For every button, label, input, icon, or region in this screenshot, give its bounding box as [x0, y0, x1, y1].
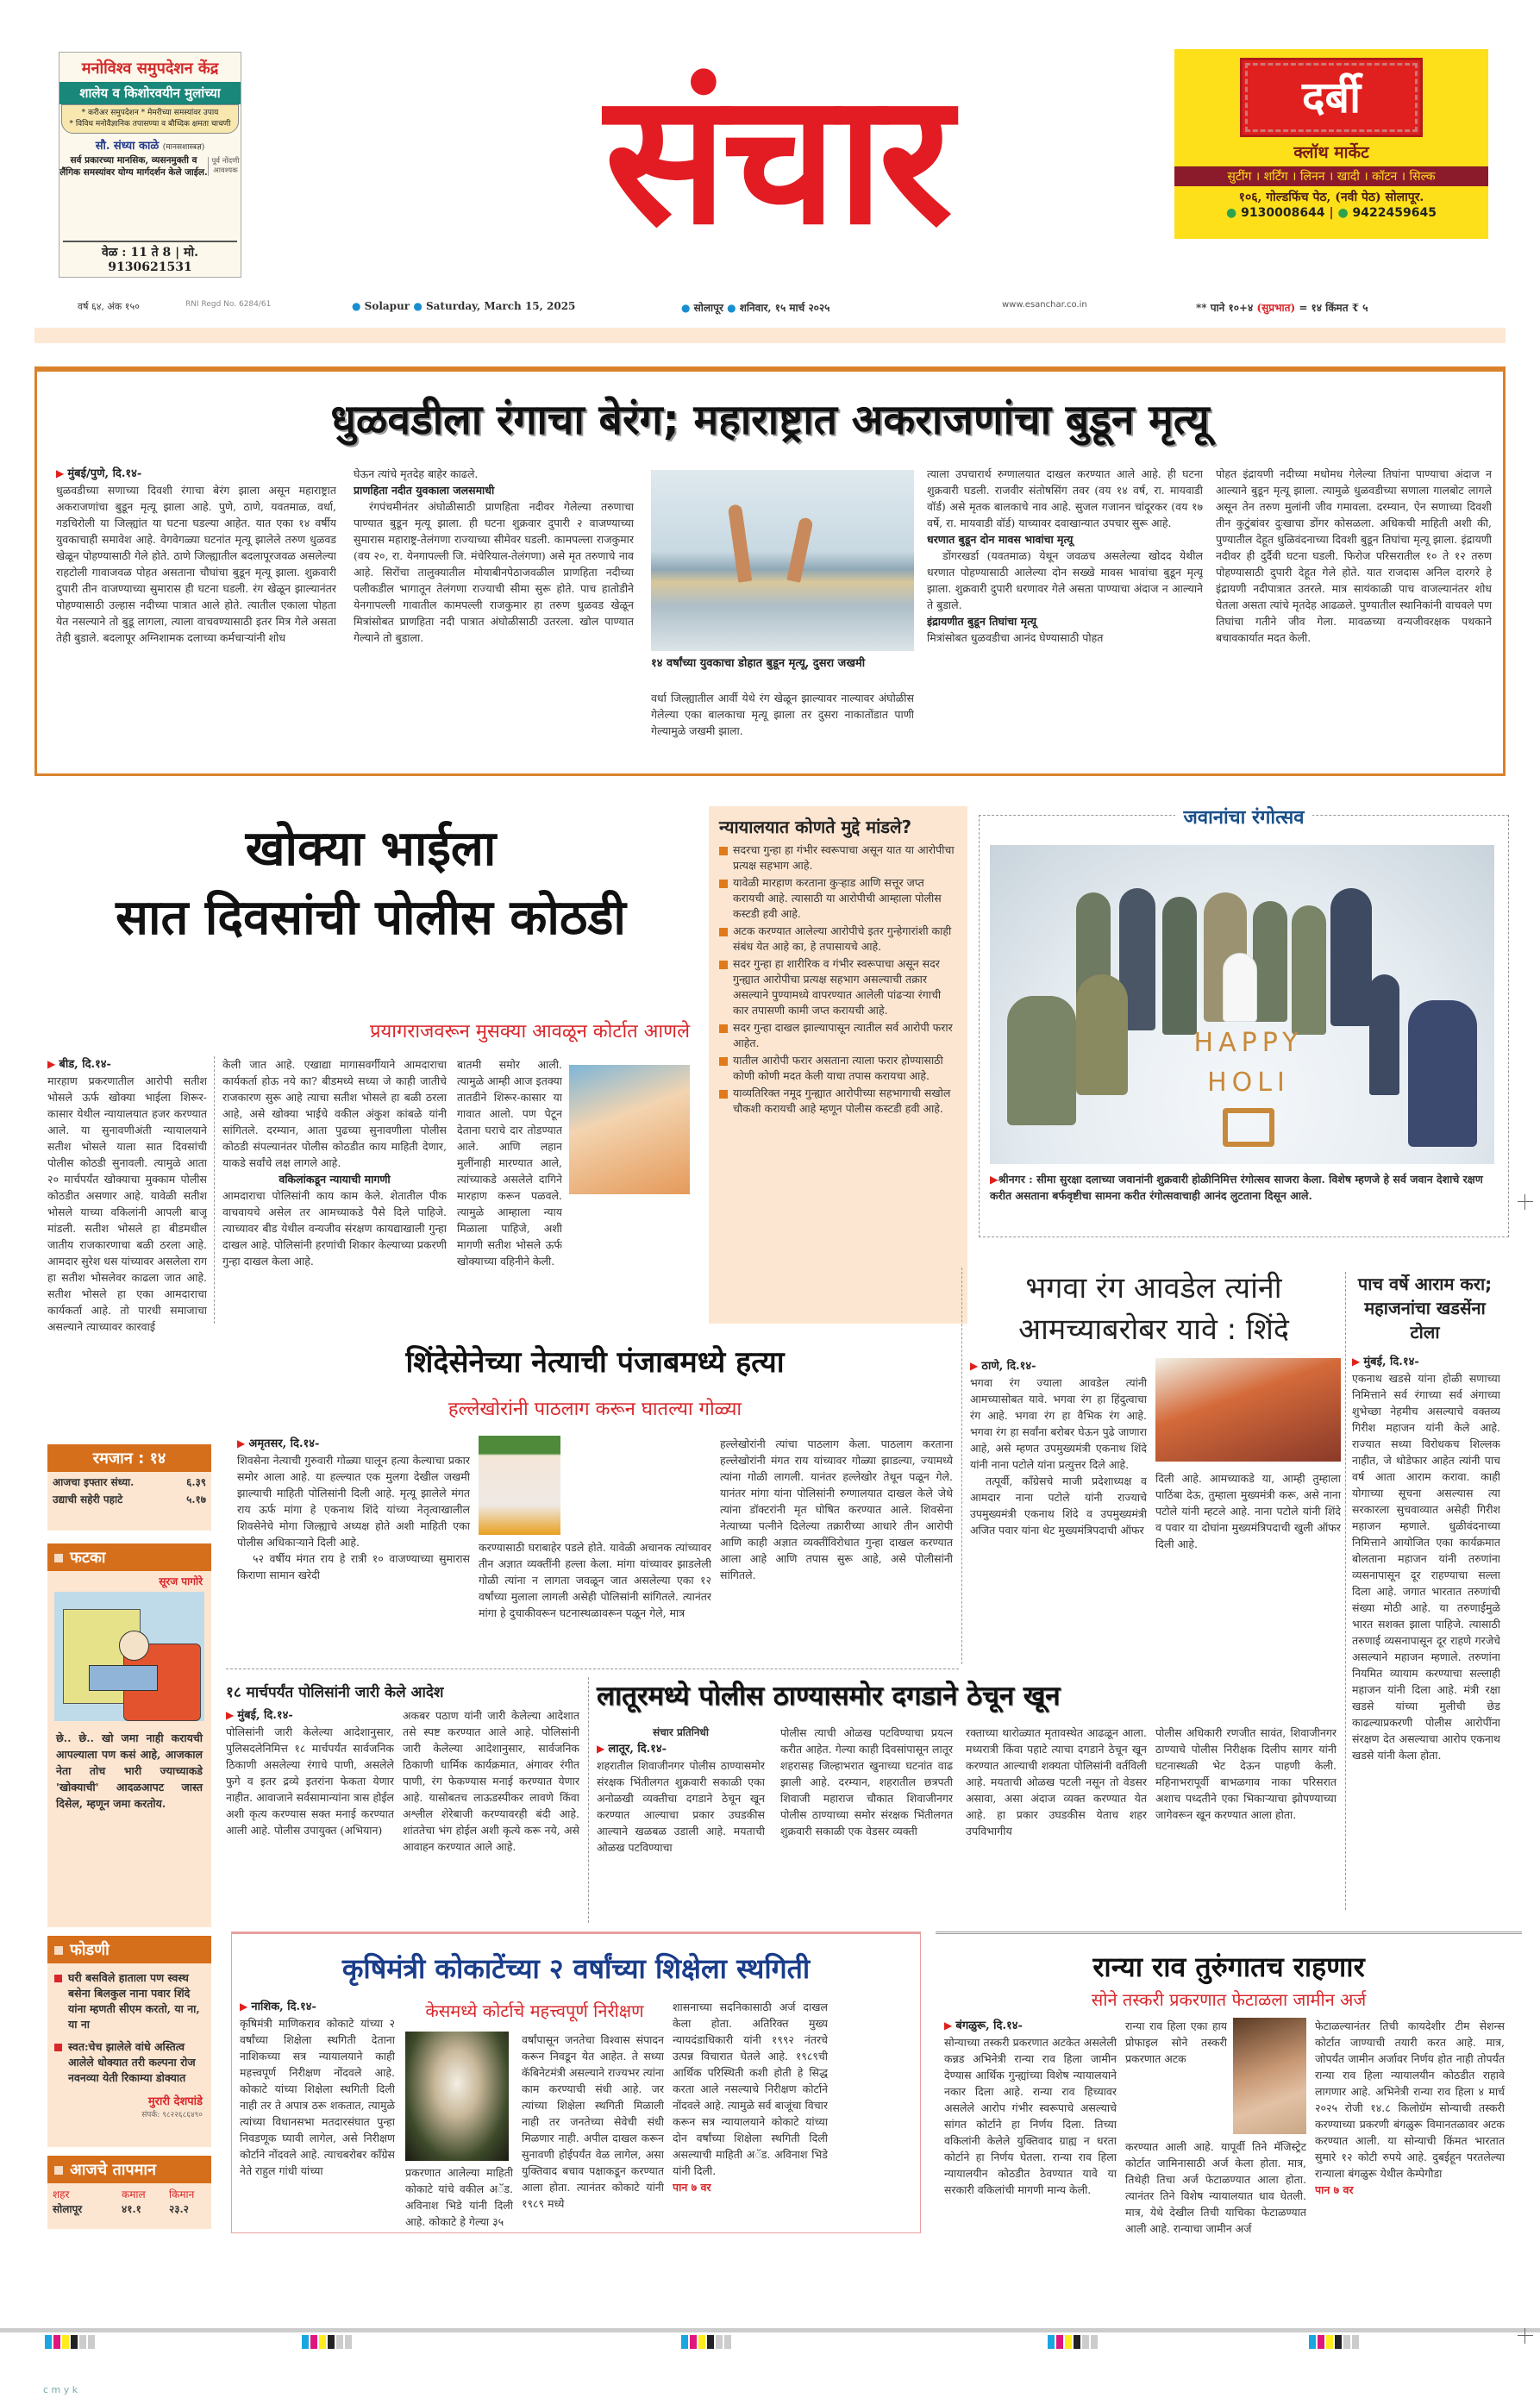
snow-text-holi: HOLI	[1207, 1068, 1290, 1098]
city-marathi: सोलापूर	[693, 302, 723, 314]
whatsapp-icon: ●	[1337, 206, 1349, 220]
color-swatch	[690, 2335, 697, 2349]
phodni-box	[47, 1936, 211, 2147]
temp-header-city: शहर	[53, 2188, 70, 2201]
color-swatch	[88, 2335, 95, 2349]
ramzan-title: रमजान : १४	[47, 1444, 211, 1472]
kokate-column-2: प्रकरणात आलेल्या माहिती कोकाटे यांचे वकील अॅड. अविनाश भिडे यांनी दिली आहे. कोकाटे हे गेल्या ३५	[405, 2166, 513, 2227]
color-swatch	[716, 2335, 723, 2349]
registration-mark-icon	[1518, 2328, 1533, 2344]
color-swatch	[71, 2335, 78, 2349]
mangat-rai-photo	[479, 1436, 560, 1535]
ranya-column-3	[1315, 2018, 1505, 2320]
shinde-sena-headline[interactable]: शिंदेसेनेच्या नेत्याची पंजाबमध्ये हत्या	[405, 1345, 785, 1380]
fatka-title: फटका	[47, 1543, 211, 1571]
court-point: याव्यतिरिक्त नमूद गुन्ह्यात आरोपीच्या सहभागाची सखोल चौकशी करायची आहे म्हणून पोलीस कस्टडी हवी आहे.	[719, 1086, 957, 1117]
issue-number: वर्ष ६४, अंक १५०	[78, 301, 140, 312]
shinde-column-3: हल्लेखोरांनी त्यांचा पाठलाग केला. पाठलाग करताना हल्लेखोरांनी मंगत राय यांच्यावर गोळ्या झाडल्या, ज्यामध्ये त्यांना गोळी लागली. यानंतर हल्लेखोर तेथून पळून गेले. यानंतर मांगा यांना पोलिसांनी रुग्णालयात दाखल केले जेथे त्यांना डॉक्टरांनी मृत घोषित करण्यात आले. शिवसेना नेत्याच्या पत्नीने दिलेल्या तक्रारीच्या आधारे तीन आरोपी आणि काही अज्ञात व्यक्तींविरोधात गुन्हा दाखल करण्यात आला आहे आणि तपास सुरू आहे, असे पोलीसांनी सांगितले.	[720, 1437, 953, 1581]
color-swatch	[1326, 2335, 1333, 2349]
lead-col2-text: रंगपंचमीनंतर अंघोळीसाठी प्राणहिता नदीवर गेलेल्या तरुणाचा पाण्यात बुडून मृत्यू झाला. ही घटना शुक्रवार दुपारी २ वाजण्याच्या सुमारास महाराष्ट्र-तेलंगणा राज्याच्या सीमेवर घडली. कामपल्ला राजकुमार (वय २०, रा. येनगापल्ली जि. मंचेरियाल-तेलंगणा) असे मृत तरुणाचे नाव आहे. सिरोंचा तालुक्यातील मोयाबीनपेठाजवळील प्राणहिता नदीच्या पलीकडील भागातून तेलंगणा राज्याची सीमा सुरू होते. पाच हातोडीने येनगापल्ली गावातील कामपल्ली राजकुमार हा तरुण धुळवड खेळून मित्रांसोबत प्राणहिता नदी पात्रात अंघोळीसाठी उतरला. खोल पाण्यात गेल्याने तो बुडाला.	[354, 500, 634, 644]
bhagwa-col1b-text: तत्पूर्वी, काँग्रेसचे माजी प्रदेशाध्यक्ष व आमदार नाना पटोले यांनी राज्याचे उपमुख्यमंत्री एकनाथ शिंदे व उपमुख्यमंत्री अजित पवार यांना थेट मुख्यमंत्रिपदाची ऑफर	[970, 1474, 1147, 1537]
color-swatch	[336, 2335, 343, 2349]
phodni-verse: घरी बसविले हाताला पण स्वस्थ बसेना बिलकुल नाना पवार शिंदे यांना म्हणती सीएम करतो, या ना, या ना	[54, 1970, 204, 2032]
shinde-sena-subhead: हल्लेखोरांनी पाठलाग करून घातल्या गोळ्या	[448, 1399, 742, 1420]
lead-col4-subhead-2: इंद्रायणीत बुडून तिघांचा मृत्यू	[927, 615, 1036, 628]
shinde-dateline: ▶ अमृतसर, दि.१४-	[237, 1436, 470, 1452]
ad-brand: दर्बी	[1240, 58, 1423, 137]
kokate-photo	[405, 2032, 509, 2161]
lead-col4-text: त्याला उपचारार्थ रुग्णालयात दाखल करण्यात आले आहे. ही घटना शुक्रवारी घडली. राजवीर संतोषसिंग तवर (वय १४ वर्ष, रा. मायवाडी वॉर्ड) असे मृतक बालकाचे नाव आहे. सुजल गजानन चांदूरकर (वय १७ वर्षे, रा. मायवाडी वॉर्ड) याच्यावर दवाखान्यात उपचार सुरू आहे.	[927, 467, 1203, 529]
holi-photo-caption: ▶ श्रीनगर : सीमा सुरक्षा दलाच्या जवानांनी शुक्रवारी होळीनिमित्त रंगोत्सव साजरा केला. विशेष म्हणजे हे सर्व जवान देशाचे रक्षण करीत असताना बर्फवृष्टीचा सामना करीत रंगोत्सवाचाही आनंद लुटताना दिसून आले.	[990, 1171, 1494, 1204]
kokate-column-1	[240, 1999, 395, 2227]
color-swatch	[681, 2335, 688, 2349]
header-band	[34, 328, 1506, 343]
pages-count: ** पाने १०+४	[1196, 302, 1254, 314]
date-english: ● Solapur ● Saturday, March 15, 2025	[352, 300, 576, 312]
lead-column-2	[354, 466, 634, 772]
khokya-column-3: बातमी समोर आली. त्यामुळे आम्ही आज इतक्या तातडीने शिरूर-कासार या गावात आलो. पण पेटून देताना घराचे दार तोडण्यात आले. आणि लहान मुलींनाही मारण्यात आले, त्यांच्याकडे असलेले दागिने मारहाण करून पळवले. त्यामुळे आम्हाला न्याय मिळाला पाहिजे, अशी मागणी सतीश भोसले ऊर्फ खोक्याच्या वहिनीने केली.	[457, 1058, 562, 1268]
issue-info-bar	[78, 300, 1509, 319]
phodni-phone: संपर्क: ९८२२६८६४९०	[141, 2111, 203, 2119]
latur-headline[interactable]: लातूरमध्ये पोलीस ठाण्यासमोर दगडाने ठेचून खून	[597, 1681, 1061, 1712]
ranya-column-2a: रान्या राव हिला एका हाय प्रोफाइल सोने तस्करी प्रकरणात अटक	[1125, 2019, 1227, 2065]
latur-column-3: रक्ताच्या थारोळ्यात मृतावस्थेत आढळून आला. मध्यरात्री किंवा पहाटे त्याचा दगडाने ठेचून खून करण्यात आल्याची शक्यता पोलिसांनी वर्तविली आहे. मयताची ओळख पटली नसून तो वेडसर असावा, असा अंदाज व्यक्त करण्यात येत आहे. हा प्रकार उघडकीस येताच शहर उपविभागीय	[966, 1726, 1147, 1838]
shinde-column-1	[237, 1436, 470, 1662]
pach-body-text: एकनाथ खडसे यांना होळी सणाच्या निमित्ताने सर्व रंगाच्या सर्व अंगाच्या शुभेच्छा नेहमीच असल्याचे वक्तव्य गिरीश महाजन यांनी केले आहे. राज्यात सध्या विरोधकच शिल्लक नाहीत, जे थोडेफार आहेत त्यांनी पाच वर्ष आता आराम करावा. काही योगाच्या सूचना असल्यास त्या सरकारला सुचवाव्यात असेही गिरीश महाजन म्हणाले. धुळीवंदनाच्या निमित्ताने आयोजित एका कार्यक्रमात बोलताना महाजन यांनी तरुणांना व्यसनापासून दूर राहण्याचा सल्ला दिला आहे. जगात भारतात तरुणांची संख्या मोठी आहे. या तरुणाईमुळे भारत सशक्त झाला पाहिजे. त्यासाठी तरुणाई व्यसनापासून दूर राहणे गरजेचे असल्याने महाजन म्हणाले. तरुणांना नियमित व्यायाम करण्याचा सल्लाही महाजन यांनी दिला आहे. मंत्री रक्षा खडसे यांच्या मुलीची छेड काढल्याप्रकरणी पोलीस आरोपींना संरक्षण देत असल्याचा आरोप एकनाथ खडसे यांनी केला होता.	[1352, 1372, 1500, 1762]
pach-column	[1352, 1354, 1500, 1923]
lead-column-4	[927, 466, 1203, 772]
color-swatch	[1048, 2335, 1055, 2349]
latur-column-2: पोलीस त्याची ओळख पटविण्याचा प्रयत्न करीत आहेत. गेल्या काही दिवसांपासून लातूर शहरासह जिल्हाभरात खुनाच्या घटनांत वाढ झाली आहे. दरम्यान, शहरातील छत्रपती शिवाजी महाराज चौकात शिवाजीनगर पोलीस ठाण्याच्या समोर संरक्षक भिंतीलगत शुक्रवारी सकाळी एक वेडसर व्यक्ती	[780, 1726, 953, 1838]
phodni-title: फोडणी	[47, 1936, 211, 1963]
color-swatch	[724, 2335, 731, 2349]
khokya-headline-line2: सात दिवसांची पोलीस कोठडी	[116, 890, 626, 946]
ad-note: पूर्व नोंदणी आवश्यक	[208, 157, 241, 176]
court-points-list	[719, 842, 957, 1117]
kokate-col1-text: कृषिमंत्री माणिकराव कोकाटे यांच्या २ वर्षांच्या शिक्षेला स्थगिती देताना नाशिकच्या सत्र न्यायालयाने काही महत्त्वपूर्ण निरीक्षण नोंदवले आहे. कोकाटे यांच्या शिक्षेला स्थगिती दिली नाही तर ते अपात्र ठरू शकतात, त्यामुळे त्यांच्या विधानसभा मतदारसंघात पुन्हा निवडणूक घ्यावी लागेल, असे निरीक्षण कोर्टाने नोंदवले आहे. त्याचबरोबर काँग्रेस नेते राहुल गांधी यांच्या	[240, 2017, 395, 2177]
kokate-continued-link[interactable]: पान ७ वर	[673, 2181, 711, 2194]
ranya-rao-photo	[1233, 2018, 1306, 2134]
ranya-column-1	[944, 2018, 1117, 2320]
kokate-col4-text: शासनाच्या सदनिकासाठी अर्ज दाखल केला होता. अतिरिक्त मुख्य न्यायदंडाधिकारी यांनी १९९२ नंतरचे उत्पन्न विचारात घेतले आहे. १९८९ची आर्थिक परिस्थिती कशी होती हे सिद्ध करता आले नसल्याचे निरीक्षण कोर्टाने नोंदवले आहे. त्यामुळे सर्व बाजूंचा विचार करून सत्र न्यायालयाने कोकाटे यांच्या दोन वर्षांच्या शिक्षेला स्थगिती दिली असल्याची माहिती अॅड. अविनाश भिडे यांनी दिली.	[673, 2000, 828, 2177]
print-margin-line	[0, 2328, 1540, 2332]
bhagwa-column-1	[970, 1358, 1147, 1664]
court-point: सदर गुन्हा हा शारीरिक व गंभीर स्वरूपाचा असून सदर गुन्ह्यात आरोपीचा प्रत्यक्ष सहभाग असल्याची तक्रार असल्याने पुण्यामध्ये वापरण्यात आलेली पांढऱ्या रंगाची कार तपासणी कामी जप्त करायची आहे.	[719, 956, 957, 1018]
ad-manovishwa[interactable]	[59, 52, 241, 278]
temp-city: सोलापूर	[53, 2203, 83, 2215]
ranya-column-2: करण्यात आली आहे. यापूर्वी तिने मॅजिस्ट्रेट कोर्टात जामिनासाठी अर्ज केला होता. मात्र, तिथेही तिचा अर्ज फेटाळण्यात आला होता. त्यानंतर तिने विशेष न्यायालयात धाव घेतली. मात्र, येथे देखील तिची याचिका फेटाळण्यात आली आहे. रान्याचा जामीन अर्ज	[1125, 2140, 1306, 2235]
khokya-dateline: ▶ बीड, दि.१४-	[47, 1056, 207, 1073]
sehri-time: ५.१७	[186, 1493, 206, 1506]
swastik-icon	[1223, 1108, 1274, 1147]
color-swatch	[1082, 2335, 1089, 2349]
ad-darbi[interactable]	[1174, 49, 1488, 239]
color-swatch	[1309, 2335, 1316, 2349]
color-swatch	[1056, 2335, 1063, 2349]
soldiers-holi-photo	[990, 845, 1494, 1164]
kokate-column-4	[673, 1999, 828, 2227]
pages-supplement: (सुप्रभात)	[1256, 302, 1296, 314]
color-swatch	[1352, 2335, 1359, 2349]
color-swatch	[1343, 2335, 1350, 2349]
sehri-label: उद्याची सहेरी पहाटे	[53, 1493, 123, 1506]
ad-phone-2[interactable]: 9422459645	[1352, 206, 1437, 220]
temp-max: ४१.१	[122, 2203, 141, 2215]
khokya-col1-text: मारहाण प्रकरणातील आरोपी सतीश भोसले ऊर्फ खोक्या भाईला शिरूर-कासार येथील न्यायालयात हजर करण्यात आले. या सुनावणीअंती न्यायालयाने सतीश भोसले याला सात दिवसांची पोलीस कोठडी सुनावली. त्यामुळे आता २० मार्चपर्यंत खोक्याचा मुक्काम पोलीस कोठडीत असणार आहे. यावेळी सतीश भोसले याच्या वकिलांनी आपली बाजू मांडली. सतीश भोसले हा बीडमधील जातीय राजकारणाचा बळी ठरला आहे. आमदार सुरेश धस यांच्यावर असलेला राग हा सतीश भोसलेवर काढला जात आहे. सतीश भोसले हा एका आमदाराचा कार्यकर्ता आहे. तो पारधी समाजाचा असल्याने त्याच्यावर कारवाई	[47, 1074, 207, 1333]
lead-dateline: ▶ मुंबई/पुणे, दि.१४-	[56, 466, 336, 482]
court-points-box	[709, 806, 967, 1324]
holi-title-text: जवानांचा रंगोत्सव	[1175, 807, 1313, 829]
phodni-poet: मुरारी देशपांडे	[147, 2095, 203, 2108]
court-point: अटक करण्यात आलेल्या आरोपीचे इतर गुन्हेगारांशी काही संबंध येत आहे का, हे तपासायचे आहे.	[719, 924, 957, 955]
iftar-time: ६.३९	[186, 1476, 206, 1488]
lead-col2-subhead: प्राणहिता नदीत युवकाला जलसमाधी	[354, 484, 495, 497]
ad-address: १०६, गोल्डफिंच पेठ, (नवी पेठ) सोलापूर.	[1238, 191, 1424, 204]
pach-headline[interactable]: पाच वर्षे आराम करा; महाजनांचा खडसेंना टोला	[1357, 1274, 1493, 1343]
court-points-title: न्यायालयात कोणते मुद्दे मांडले?	[719, 817, 912, 837]
color-swatch	[1335, 2335, 1342, 2349]
ranya-headline[interactable]: रान्या राव तुरुंगातच राहणार	[936, 1932, 1522, 1985]
latur-byline: संचार प्रतिनिधी	[653, 1726, 709, 1738]
cartoon-image	[54, 1592, 204, 1721]
color-swatches	[302, 2335, 352, 2351]
masthead	[427, 52, 1125, 285]
sehri-row	[47, 1489, 211, 1506]
khokya-col2-text: केली जात आहे. एखाद्या मागासवर्गीयाने आमदाराचा कार्यकर्ता होऊ नये का? बीडमध्ये सध्या जे काही जातीचे राजकारण सुरू आहे त्याचा सतीश भोसले हा बळी ठरला आहे, असे खोक्या भाईचे वकील अंकुश कांबळे यांनी सांगितले. दरम्यान, आता पुढच्या सुनावणीला पोलीस कोठडी संपल्यानंतर पोलीस कोठडीत काय माहिती देणार, याकडे सर्वांचे लक्ष लागले आहे.	[222, 1058, 447, 1169]
khokya-subhead: प्रयागराजवरून मुसक्या आवळून कोर्टात आणले	[369, 1021, 690, 1042]
color-swatch	[1065, 2335, 1072, 2349]
lead-column-5: पोहत इंद्रायणी नदीच्या मधोमध गेलेल्या तिघांना पाण्याचा अंदाज न आल्याने बुडून मृत्यू झाला. त्यामुळे धुळवडीच्या सणाला गालबोट लागले असून तेन तरुण मुलांनी जीव गमावला. दरम्यान, ऐन सणाच्या दिवशी तीन कुटुंबांवर दुःखाचा डोंगर कोसळला. अधिकची माहिती अशी की, पुण्यातील देहूत धुळिवंदनाच्या दिवशी बुडून तिघांचा मृत्यू झाला. इंद्रायणी नदीवर ही दुर्दैवी घटना घडली. फिरोज परिसरातील १० ते १२ तरुण पोहण्यासाठी दुपारी देहूत गेले होते. यात राजदास अनिल दारगरे हे इंद्रायणी नदीपात्रात उतरले. मात्र सायंकाळी पाच वाजल्यानंतर शोध घेतला असता त्यांचे मृतदेह आढळले. पुण्यातील स्थानिकांनी वाचवले पण तिघांचा गतीने जीव गेला. मावळच्या वन्यजीवरक्षक पथकाने बचावकार्यात मदत केली.	[1216, 467, 1492, 644]
ad-phones: ● 9130008644 | ● 9422459645	[1226, 206, 1437, 220]
shinde-holi-photo	[1155, 1358, 1341, 1462]
latur-column-1	[597, 1725, 765, 1923]
lead-col1-text: धुळवडीच्या सणाच्या दिवशी रंगाचा बेरंग झाला असून महाराष्ट्रात अकराजणांचा बुडून मृत्यू झाला आहे. पुणे, ठाणे, यवतमाळ, वर्धा, गडचिरोली या जिल्ह्यांत या घटना घडल्या आहेत. यात एका १४ वर्षीय युवकाचाही समावेश आहे. वेगवेगळ्या घटनांत मृत्यू झालेले तरुण धुळवड खेळून पोहण्यासाठी गेले होते. ठाणे जिल्ह्यातील बदलापूरजवळ असलेल्या राहटोली गावाजवळ पोहत असताना चौघांचा बुडून मृत्यू झाला. शुक्रवारी दुपारी तीन वाजण्याच्या सुमारास ही घटना घडली. रंग खेळून झाल्यानंतर पोहण्यासाठी उल्हास नदीच्या पात्रात आले होते. त्यातील एकाला पोहता येत नसल्याने तो बुडू लागला, त्याला वाचवण्यासाठी इतर मित्र गेले असता तेही बुडाले. बदलापूर अग्निशामक दलाच्या कर्मचाऱ्यांनी शोध	[56, 484, 336, 644]
ad-title: मनोविश्व समुपदेशन केंद्र	[81, 59, 219, 78]
ad-services	[61, 104, 239, 134]
fatka-author: सूरज पागोरे	[159, 1575, 203, 1587]
color-swatch	[302, 2335, 309, 2349]
ad-subtitle: क्लॉथ मार्केट	[1293, 143, 1369, 162]
ad-contact: वेळ : 11 ते 8 | मो. 9130621531	[63, 241, 237, 274]
ranya-col3-text: फेटाळल्यानंतर तिची कायदेशीर टीम सेशन्स कोर्टात जाण्याची तयारी करत आहे. मात्र, जोपर्यंत जामीन अर्जावर निर्णय होत नाही तोपर्यंत रान्या राव हिला न्यायालयीन कोठडीत राहावे लागणार आहे. अभिनेत्री रान्या राव हिला ४ मार्च २०२५ रोजी १४.८ किलोग्रॅम सोन्याची तस्करी करण्याच्या प्रकरणी बंगळुरू विमानतळावर अटक करण्यात आली. या सोन्याची किंमत भारतात सुमारे १२ कोटी रुपये आहे. दुबईहून परतलेल्या रान्याला बंगळुरू येथील केम्पेगौडा	[1315, 2019, 1505, 2180]
color-swatches	[681, 2335, 731, 2351]
ranya-subhead: सोने तस्करी प्रकरणात फेटाळला जामीन अर्ज	[1091, 1989, 1367, 2010]
ranya-continued-link[interactable]: पान ७ वर	[1315, 2183, 1354, 2196]
ranya-col1-text: सोन्याच्या तस्करी प्रकरणात अटकेत असलेली कन्नड अभिनेत्री रान्या राव हिला जामीन देण्यास आर्थिक गुन्ह्यांच्या विशेष न्यायालयाने नकार दिला आहे. रान्या राव हिच्यावर असलेले आरोप गंभीर स्वरूपाचे असल्याचे सांगत कोर्टाने हा निर्णय दिला. तिच्या वकिलांनी केलेले युक्तिवाद ग्राह्य न धरता कोर्टाने हा निर्णय घेतला. रान्या राव हिला न्यायालयीन कोठडीत ठेवण्यात यावे या सरकारी वकिलांची मागणी मान्य केली.	[944, 2036, 1117, 2196]
ad-person	[59, 137, 241, 153]
bhagwa-headline[interactable]: भगवा रंग आवडेल त्यांनी आमच्याबरोबर यावे : शिंदे	[1018, 1271, 1289, 1347]
fatka-box	[47, 1543, 211, 1927]
ad-categories: सुटींग । शर्टिंग । लिनन । खादी । कॉटन । सिल्क	[1174, 166, 1488, 186]
ad-description: सर्व प्रकारच्या मानसिक, व्यसनमुक्ती व लैंगिक समस्यांवर योग्य मार्गदर्शन केले जाईल.	[59, 155, 208, 178]
latur-column-4: पोलीस अधिकारी रणजीत सावंत, शिवाजीनगर ठाण्याचे पोलीस निरीक्षक दिलीप सागर यांनी घटनास्थळी भेट देऊन पाहणी केली. महिनाभरापूर्वी बाभळगाव नाका परिसरात अशाच पध्दतीने एका भिकाऱ्याचा झोपण्याच्या जागेवरून खून करण्यात आला होता.	[1155, 1726, 1337, 1821]
website-link[interactable]: www.esanchar.co.in	[1002, 300, 1087, 310]
latur-dateline: ▶ लातूर, दि.१४-	[597, 1741, 765, 1757]
court-point: यातील आरोपी फरार असताना त्याला फरार होण्यासाठी कोणी कोणी मदत केली याचा तपास करायचा आहे.	[719, 1053, 957, 1084]
court-point: यावेळी मारहाण करताना कुऱ्हाड आणि सत्तूर जप्त करायची आहे. त्यासाठी या आरोपीची आम्हाला पोलीस कस्टडी हवी आहे.	[719, 875, 957, 922]
khokya-column-2	[222, 1056, 447, 1324]
drowning-hands-photo	[651, 470, 914, 651]
cmyk-label: c m y k	[43, 2384, 78, 2395]
color-swatches	[1048, 2335, 1098, 2351]
court-point: सदरचा गुन्हा हा गंभीर स्वरूपाचा असून यात या आरोपीचा प्रत्यक्ष सहभाग आहे.	[719, 842, 957, 873]
phodni-verse: स्वत:चेच झालेले वांधे अस्तित्व आलेले धोक्यात तरी कल्पना रोज नवनव्या येती रिकाम्या डोक्यात	[54, 2039, 204, 2086]
kokate-column-3: वर्षांपासून जनतेचा विश्वास संपादन करून निवडून येत आहेत. ते सध्या कॅबिनेटमंत्री असल्याने राज्यभर त्यांना काम करण्याची संधी आहे. जर त्यांच्या शिक्षेला स्थगिती मिळाली नाही तर जनतेच्या सेवेची संधी मिळणार नाही. अपील दाखल करून सुनावणी होईपर्यंत वेळ लागेल, असा युक्तिवाद बचाव पक्षाकडून करण्यात आला होता. त्यानंतर कोकाटे यांनी १९८९ मध्ये	[522, 2033, 664, 2210]
city-english: Solapur	[364, 300, 410, 312]
date-marathi: ● सोलापूर ● शनिवार, १५ मार्च २०२५	[681, 302, 830, 314]
date-marathi-text: शनिवार, १५ मार्च २०२५	[739, 302, 830, 314]
color-swatch	[1318, 2335, 1324, 2349]
shinde-col1b-text: ५२ वर्षीय मंगत राय हे रात्री १० वाजण्याच्या सुमारास किराणा सामान खरेदी	[237, 1552, 470, 1581]
snow-text-happy: HAPPY	[1193, 1028, 1304, 1058]
bhagwa-dateline: ▶ ठाणे, दि.१४-	[970, 1358, 1147, 1374]
whatsapp-icon: ●	[1226, 206, 1237, 220]
lead-col2-intro: घेऊन त्यांचे मृतदेह बाहेर काढले.	[354, 467, 479, 480]
temperature-box	[47, 2156, 211, 2229]
latur-col1-text: शहरातील शिवाजीनगर पोलीस ठाण्यासमोर संरक्षक भिंतीलगत शुक्रवारी सकाळी एका अनोळखी व्यक्तीचा दगडाने ठेचून खून करण्यात आल्याचा प्रकार उघडकीस आल्याने खळबळ उडाली आहे. मयताची ओळख पटविण्याचा	[597, 1759, 765, 1854]
iftar-label: आजचा इफ्तार संध्या.	[53, 1476, 135, 1488]
drowning-photo-caption: १४ वर्षांच्या युवकाचा डोहात बुडून मृत्यू, दुसरा जखमी	[651, 657, 866, 670]
color-swatches	[45, 2335, 95, 2351]
color-swatch	[707, 2335, 714, 2349]
ad-phone-1[interactable]: 9130008644	[1241, 206, 1325, 220]
color-swatch	[45, 2335, 52, 2349]
ranya-dateline: ▶ बंगळुरू, दि.१४-	[944, 2018, 1117, 2034]
ad-service-1: * करीअर समुपदेशन * मेमरीच्या समस्यांवर उपाय	[81, 109, 219, 117]
ramzan-box	[47, 1444, 211, 1531]
pages-price	[1196, 300, 1368, 315]
march18-column-2: अकबर पठाण यांनी जारी केलेल्या आदेशात तसे स्पष्ट करण्यात आले आहे. पोलिसांनी जारी केलेल्या आदेशानुसार, सार्वजनिक ठिकाणी धार्मिक कार्यक्रमात, अंगावर रंगीत पाणी, रंग फेकण्यास मनाई करण्यात येणार आहे. यासोबतच लाऊडस्पीकर लावणे किंवा अश्लील शेरेबाजी करण्यावरही बंदी आहे. शांततेचा भंग होईल अशी कृत्ये करू नये, असे आवाहन करण्यात आले आहे.	[403, 1709, 579, 1853]
lead-col4-subhead: धरणात बुडून दोन मावस भावांचा मृत्यू	[927, 533, 1074, 546]
iftar-row	[47, 1472, 211, 1489]
color-swatch	[79, 2335, 86, 2349]
shinde-column-2: करण्यासाठी घराबाहेर पडले होते. यावेळी अचानक त्यांच्यावर तीन अज्ञात व्यक्तींनी हल्ला केला. मांगा यांच्यावर झाडलेली गोळी त्यांना न लागता जवळून जात असलेल्या एका १२ वर्षांच्या मुलाला लागली असेही पोलिसांनी सांगितले. त्यानंतर मांगा हे दुचाकीवरून घटनास्थळावरून पळून गेले, मात्र	[479, 1541, 711, 1619]
ad-service-2: * विविध मनोवैज्ञानिक तपासण्या व बौध्दिक क्षमता चाचणी	[69, 120, 231, 128]
price: = १४ किंमत ₹ ५	[1299, 302, 1368, 314]
march18-headline[interactable]: १८ मार्चपर्यंत पोलिसांनी जारी केले आदेश	[226, 1684, 444, 1701]
kokate-headline[interactable]: कृषिमंत्री कोकाटेंच्या २ वर्षांच्या शिक्षेला स्थगिती	[341, 1952, 811, 1985]
kokate-dateline: ▶ नाशिक, दि.१४-	[240, 1999, 395, 2015]
color-swatch	[62, 2335, 69, 2349]
ad-person-qualification: (मानसशास्त्रज्ञ)	[162, 143, 205, 152]
lead-headline[interactable]: धुळवडीला रंगाचा बेरंग; महाराष्ट्रात अकराजणांचा बुडून मृत्यू	[330, 396, 1210, 444]
khokya-col2b-text: आमदाराचा पोलिसांनी काय काम केले. शेतातील पीक वाचवायचे असेल तर आमच्याकडे पैसे दिले पाहिजे. त्याच्यावर बीड येथील वन्यजीव संरक्षण कायद्याखाली गुन्हा दाखल आहे. पोलिसांनी हरणांची शिकार केल्याच्या प्रकरणी गुन्हा दाखल केला आहे.	[222, 1189, 447, 1268]
march18-column-1	[226, 1707, 394, 1923]
holi-photo-title	[980, 804, 1508, 830]
fatka-quote: छे.. छे.. खो जमा नाही करायची आपल्याला पण कसं आहे, आजकाल नेता तोच भारी ज्याच्याकडे 'खोक्याची' आदळआपट जास्त दिसेल, म्हणून जमा करतोय.	[56, 1731, 203, 1810]
khokya-headline-line1: खोक्या भाईला	[245, 821, 497, 877]
phodni-list	[47, 1963, 211, 2086]
lead-column-3: वर्धा जिल्ह्यातील आर्वी येथे रंग खेळून झाल्यावर नाल्यावर अंघोळीस गेलेल्या एका बालकाचा मृत्यू झाला तर दुसरा नाकातोंडात पाणी गेल्यामुळे जखमी झाला.	[651, 692, 914, 737]
rni-number: RNI Regd No. 6284/61	[185, 300, 272, 309]
ad-person-name: सौ. संध्या काळे	[95, 140, 160, 153]
color-swatch	[328, 2335, 335, 2349]
temp-min: २३.२	[169, 2203, 189, 2215]
lead-col4c-text: मित्रांसोबत धुळवडीचा आनंद घेण्यासाठी पोहत	[927, 631, 1104, 644]
lead-col4b-text: डोंगरखर्डा (यवतमाळ) येथून जवळच असलेल्या खोदद येथील धरणात पोहण्यासाठी आलेल्या दोन सख्खे मावस भावांचा बुडून मृत्यू झाला. शुक्रवारी दुपारी धरणावर गेले असता पाण्याचा अंदाज न आल्याने ते बुडाले.	[927, 549, 1203, 611]
temp-header-min: किमान	[169, 2188, 195, 2201]
khokya-column-1	[47, 1056, 207, 1436]
khokya-headline[interactable]	[52, 815, 690, 953]
temperature-table	[47, 2183, 211, 2220]
march18-col1-text: पोलिसांनी जारी केलेल्या आदेशानुसार, पुलिसदलेनिमित्त १८ मार्चपर्यंत सार्वजनिक ठिकाणी असलेल्या रंगाचे पाणी, असलेले फुगे व इतर द्रव्ये इतरांना फेकता येणार नाहीत. आवाजाने सर्वसामान्यांना त्रास होईल अशी कृत्य करण्यास सक्त मनाई करण्यात आली आहे. पोलीस उपायुक्त (अभियान)	[226, 1725, 394, 1837]
temperature-title: आजचे तापमान	[47, 2156, 211, 2183]
color-swatches	[1309, 2335, 1359, 2351]
date-english-text: Saturday, March 15, 2025	[425, 300, 576, 312]
kokate-subhead: केसमध्ये कोर्टाचे महत्त्वपूर्ण निरीक्षण	[425, 2000, 644, 2021]
newspaper-logo: संचार	[604, 53, 948, 265]
bhagwa-col1-text: भगवा रंग ज्याला आवडेल त्यांनी आमच्यासोबत यावे. भगवा रंग हा हिंदुत्वाचा रंग आहे. भगवा रंग हा वैभिक रंग आहे. भगवा रंग हा सर्वांना बरोबर घेऊन पुढे जाणारा आहे, असे म्हणत उपमुख्यमंत्री एकनाथ शिंदे यांनी नाना पटोले यांना प्रत्युत्तर दिले आहे.	[970, 1376, 1147, 1471]
color-swatch	[1074, 2335, 1080, 2349]
registration-mark-icon	[1518, 1194, 1533, 1210]
ad-mid-row	[59, 154, 241, 178]
color-swatch	[310, 2335, 317, 2349]
color-swatch	[345, 2335, 352, 2349]
khokya-col2-subhead: वकिलांकडून न्यायाची मागणी	[279, 1173, 391, 1186]
shinde-col1-text: शिवसेना नेत्याची गुरुवारी गोळ्या घालून हत्या केल्याचा प्रकार समोर आला आहे. या हल्ल्यात एक मुलगा देखील जखमी झाल्याची माहिती पोलिसांनी दिली आहे. मृत्यू झालेले मंगत राय ऊर्फ मांगा हे एकनाथ शिंदे यांच्या नेतृत्वाखालील शिवसेनेचे मोगा जिल्ह्याचे अध्यक्ष होते अशी माहिती एका पोलीस अधिकाऱ्याने दिली आहे.	[237, 1454, 470, 1549]
khokya-photo	[569, 1065, 690, 1194]
temp-header-max: कमाल	[122, 2188, 146, 2201]
color-swatch	[1091, 2335, 1098, 2349]
ad-band: शालेय व किशोरवयीन मुलांच्या	[59, 82, 241, 104]
court-point: सदर गुन्हा दाखल झाल्यापासून त्यातील सर्व आरोपी फरार आहेत.	[719, 1020, 957, 1051]
lead-column-1	[56, 466, 336, 772]
color-swatch	[319, 2335, 326, 2349]
color-swatch	[698, 2335, 705, 2349]
bhagwa-column-2: दिली आहे. आमच्याकडे या, आम्ही तुम्हाला पाठिंबा देऊ, तुम्हाला मुख्यमंत्री करू, असे नाना पटोले यांनी म्हटले आहे. नाना पटोले यांनी शिंदे व पवार या दोघांना मुख्यमंत्रिपदाची खुली ऑफर दिली आहे.	[1155, 1472, 1341, 1550]
march18-dateline: ▶ मुंबई, दि.१४-	[226, 1707, 394, 1724]
pach-dateline: ▶ मुंबई, दि.१४-	[1352, 1354, 1500, 1370]
color-swatch	[53, 2335, 60, 2349]
